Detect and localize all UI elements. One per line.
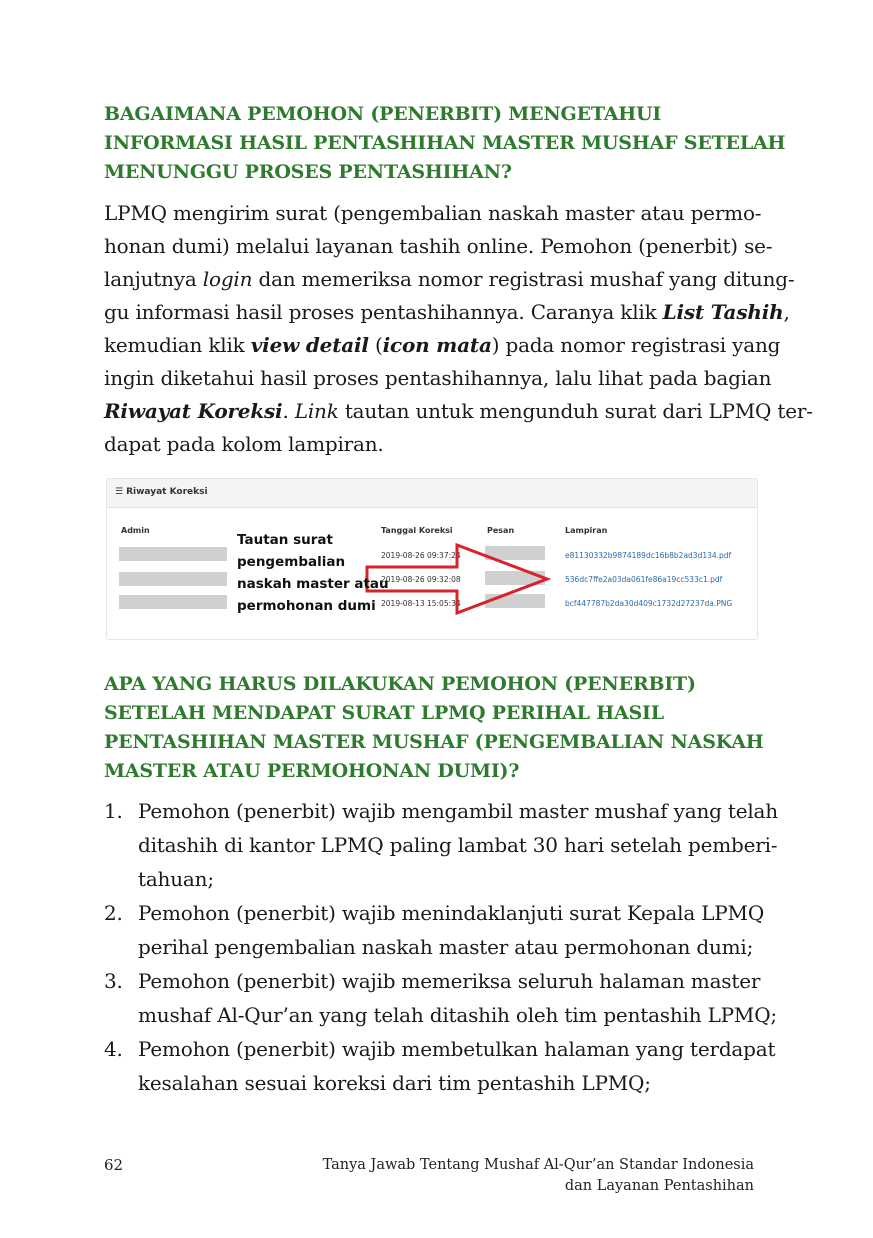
- list-item: [104, 964, 777, 1032]
- text: ,: [783, 300, 790, 324]
- heading-line: MENUNGGU PROSES PENTASHIHAN?: [104, 161, 512, 183]
- paragraph-line: ingin diketahui hasil proses pentashihannya, lalu lihat pada bagian: [104, 366, 772, 390]
- note-line: permohonan dumi: [237, 598, 376, 614]
- section1-heading: [104, 100, 786, 187]
- list-line: kesalahan sesuai koreksi dari tim pentashih LPMQ;: [138, 1071, 651, 1095]
- heading-line: BAGAIMANA PEMOHON (PENERBIT) MENGETAHUI: [104, 103, 662, 125]
- list-line: ditashih di kantor LPMQ paling lambat 30 hari setelah pemberi-: [138, 833, 778, 857]
- paragraph-line: dapat pada kolom lampiran.: [104, 432, 384, 456]
- page-number: 62: [104, 1156, 124, 1174]
- column-admin: Admin: [121, 526, 150, 535]
- column-tanggal-koreksi: Tanggal Koreksi: [381, 526, 453, 535]
- paragraph-line: [104, 329, 781, 362]
- list-item: [104, 1032, 776, 1100]
- note-line: pengembalian: [237, 554, 346, 570]
- column-lampiran: Lampiran: [565, 526, 608, 535]
- list-item: [104, 794, 778, 896]
- text: (: [368, 333, 383, 357]
- list-number: 4.: [104, 1037, 123, 1061]
- text: .: [282, 399, 295, 423]
- paragraph-line: LPMQ mengirim surat (pengembalian naskah master atau permo-: [104, 201, 762, 225]
- panel-header: [107, 479, 757, 508]
- menu-icon: ☰: [115, 487, 124, 497]
- section2-heading: [104, 670, 764, 786]
- list-number: 2.: [104, 901, 123, 925]
- lampiran-link[interactable]: e81130332b9874189dc16b8b2ad3d134.pdf: [565, 551, 732, 560]
- list-line: Pemohon (penerbit) wajib mengambil master mushaf yang telah: [138, 799, 778, 823]
- riwayat-koreksi-term: Riwayat Koreksi: [104, 399, 283, 423]
- tanggal-cell: 2019-08-26 09:37:24: [381, 551, 461, 560]
- tanggal-cell: 2019-08-26 09:32:08: [381, 575, 461, 584]
- annotation-note: [237, 529, 389, 617]
- heading-line: APA YANG HARUS DILAKUKAN PEMOHON (PENERBIT): [104, 673, 696, 695]
- text: dan memeriksa nomor registrasi mushaf yang ditung-: [252, 267, 795, 291]
- text: gu informasi hasil proses pentashihannya. Caranya klik: [104, 300, 663, 324]
- lampiran-link[interactable]: bcf447787b2da30d409c1732d27237da.PNG: [565, 599, 733, 608]
- heading-line: PENTASHIHAN MASTER MUSHAF (PENGEMBALIAN NASKAH: [104, 731, 764, 753]
- tanggal-cell: 2019-08-13 15:05:34: [381, 599, 461, 608]
- blurred-admin-cell: [119, 572, 227, 586]
- list-line: mushaf Al-Qur’an yang telah ditashih oleh tim pentashih LPMQ;: [138, 1003, 777, 1027]
- heading-line: SETELAH MENDAPAT SURAT LPMQ PERIHAL HASIL: [104, 702, 664, 724]
- login-term: login: [202, 267, 253, 291]
- list-tashih-term: List Tashih: [662, 300, 784, 324]
- paragraph-line: [104, 395, 813, 428]
- text: tautan untuk mengunduh surat dari LPMQ ter-: [338, 399, 813, 423]
- list-number: 1.: [104, 799, 123, 823]
- link-term: Link: [294, 399, 339, 423]
- panel-title-text: Riwayat Koreksi: [126, 487, 208, 497]
- list-number: 3.: [104, 969, 123, 993]
- blurred-admin-cell: [119, 547, 227, 561]
- note-line: naskah master atau: [237, 576, 389, 592]
- text: ) pada nomor registrasi yang: [491, 333, 781, 357]
- running-footer: [323, 1155, 754, 1197]
- riwayat-koreksi-screenshot: [106, 478, 758, 640]
- column-pesan: Pesan: [487, 526, 515, 535]
- footer-line: dan Layanan Pentashihan: [564, 1178, 754, 1194]
- list-line: perihal pengembalian naskah master atau permohonan dumi;: [138, 935, 754, 959]
- paragraph-line: [104, 296, 790, 329]
- blurred-admin-cell: [119, 595, 227, 609]
- arrow-shape: [367, 545, 547, 613]
- text: lanjutnya: [104, 267, 203, 291]
- list-item: [104, 896, 765, 964]
- requirements-list: [104, 794, 778, 1100]
- note-line: Tautan surat: [237, 532, 333, 548]
- list-line: Pemohon (penerbit) wajib menindaklanjuti surat Kepala LPMQ: [138, 901, 765, 925]
- panel-title: [115, 487, 208, 497]
- section1-paragraph: [104, 197, 813, 461]
- text: kemudian klik: [104, 333, 251, 357]
- heading-line: INFORMASI HASIL PENTASHIHAN MASTER MUSHAF SETELAH: [104, 132, 786, 154]
- list-line: tahuan;: [138, 867, 214, 891]
- footer-line: Tanya Jawab Tentang Mushaf Al-Qur’an Standar Indonesia: [322, 1157, 754, 1173]
- lampiran-link[interactable]: 536dc7ffe2a03da061fe86a19cc533c1.pdf: [565, 575, 723, 584]
- heading-line: MASTER ATAU PERMOHONAN DUMI)?: [104, 760, 520, 782]
- icon-mata-term: icon mata: [382, 333, 492, 357]
- paragraph-line: honan dumi) melalui layanan tashih online. Pemohon (penerbit) se-: [104, 234, 773, 258]
- paragraph-line: [104, 263, 795, 296]
- view-detail-term: view detail: [250, 333, 369, 357]
- list-line: Pemohon (penerbit) wajib memeriksa seluruh halaman master: [138, 969, 761, 993]
- list-line: Pemohon (penerbit) wajib membetulkan halaman yang terdapat: [138, 1037, 776, 1061]
